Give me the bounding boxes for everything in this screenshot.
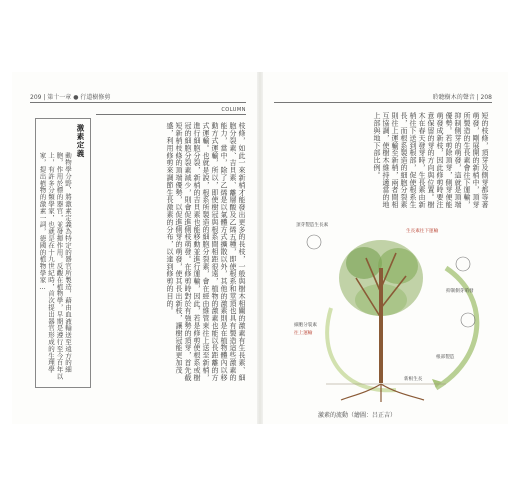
left-page-body-text: 枝條，如此一來新梢才能發出更多的長枝，一般與樹木相關的激素有生長素、細胞分裂素、吉貝素、離層酸及乙烯五種，即使根系和莖頂也具有製造這些激素的能力，當中，除了乙烯是以氣體方式擴散以外，其他的激素則是在植物體內以移動方式運輸，所以，即使樹冠與根系間相距很遠，植物的激素也能以長距離的方式運輸。也就是說，根系所製造的細胞分裂素，會在經由維管束往上送至新梢，進行細胞分裂，新梢的吉貝素也能移動並進行運輸，因此，若是修剪使根系或樹冠的細胞分裂素減少，則會促進側枝萌發。在修剪時對於有強勢的頂芽，首先截短新梢枝條的頂端優勢，以促進側芽的萌發，使其長出新枝，讓樹冠能更加茂盛，利用修剪來調節生長激素的分布，以達到修剪的目的。 xyxy=(166,122,246,381)
canopy-cluster xyxy=(378,248,418,284)
figure-label: 根部製造 xyxy=(436,355,455,360)
figure-label: 頂芽製造生長素 xyxy=(296,223,329,228)
roots xyxy=(341,384,424,402)
right-page-header: 聆聽樹木的聲音 | 208 xyxy=(432,94,492,101)
right-header-rule xyxy=(274,102,492,103)
right-page-body-text: 短的枝條，頂芽及側芽都等著萌發，剛展開的新梢中，頂芽所製造的生長素會往下運輸，抑制側芽的萌發，這就是頂端優勢。若剪除頂芽，側芽便能萌發成新枝，因此修剪時要注意保留的芽的方向與位置。樹木在春天發芽時，生長素由新梢往下送到根部，促使根系生長，而根系製造的細胞分裂素則往上運輸至新梢，兩者間相互協調，使樹木維持適當的地上部與地下部比例。 xyxy=(373,112,489,209)
tree-drawing xyxy=(286,208,492,404)
figure-label: 細胞分裂素 xyxy=(294,323,317,328)
flow-arrow-left xyxy=(327,308,396,390)
figure-label: 抑制側芽萌發 xyxy=(446,289,474,294)
figure-label: 往上運輸 xyxy=(294,331,313,336)
canopy-cluster xyxy=(346,247,382,279)
column-body-text: 動物學分野，將激素定義為特定的器官所製造，藉由血液輸送至遠方的細胞，作用於標的器官，並發揮作用。反觀在植物學，早期是遵行至今百年以上，有許多分類學家，也就是在十九世紀時，首次提出器官形成的生理學家，提出植物的激素一詞，德國的植物學家… xyxy=(38,152,72,380)
bud-detail-circle xyxy=(461,313,475,327)
figure-caption: 激素的流動（繪圖：吕正吉） xyxy=(318,412,397,419)
column-title: 激素定義 xyxy=(76,124,85,158)
figure-label: 生長素往下運輸 xyxy=(406,229,439,234)
left-page-header: 209 | 第十一章 ● 行道樹修剪 xyxy=(30,94,111,101)
bud-detail-circle xyxy=(307,235,321,249)
bud-detail-circle xyxy=(456,257,470,271)
flow-arrow-right xyxy=(436,268,477,388)
left-header-rule xyxy=(30,102,246,103)
column-tag: COLUMN xyxy=(96,107,246,115)
figure-label: 新根生長 xyxy=(404,377,423,382)
hormone-flow-illustration xyxy=(286,208,492,404)
